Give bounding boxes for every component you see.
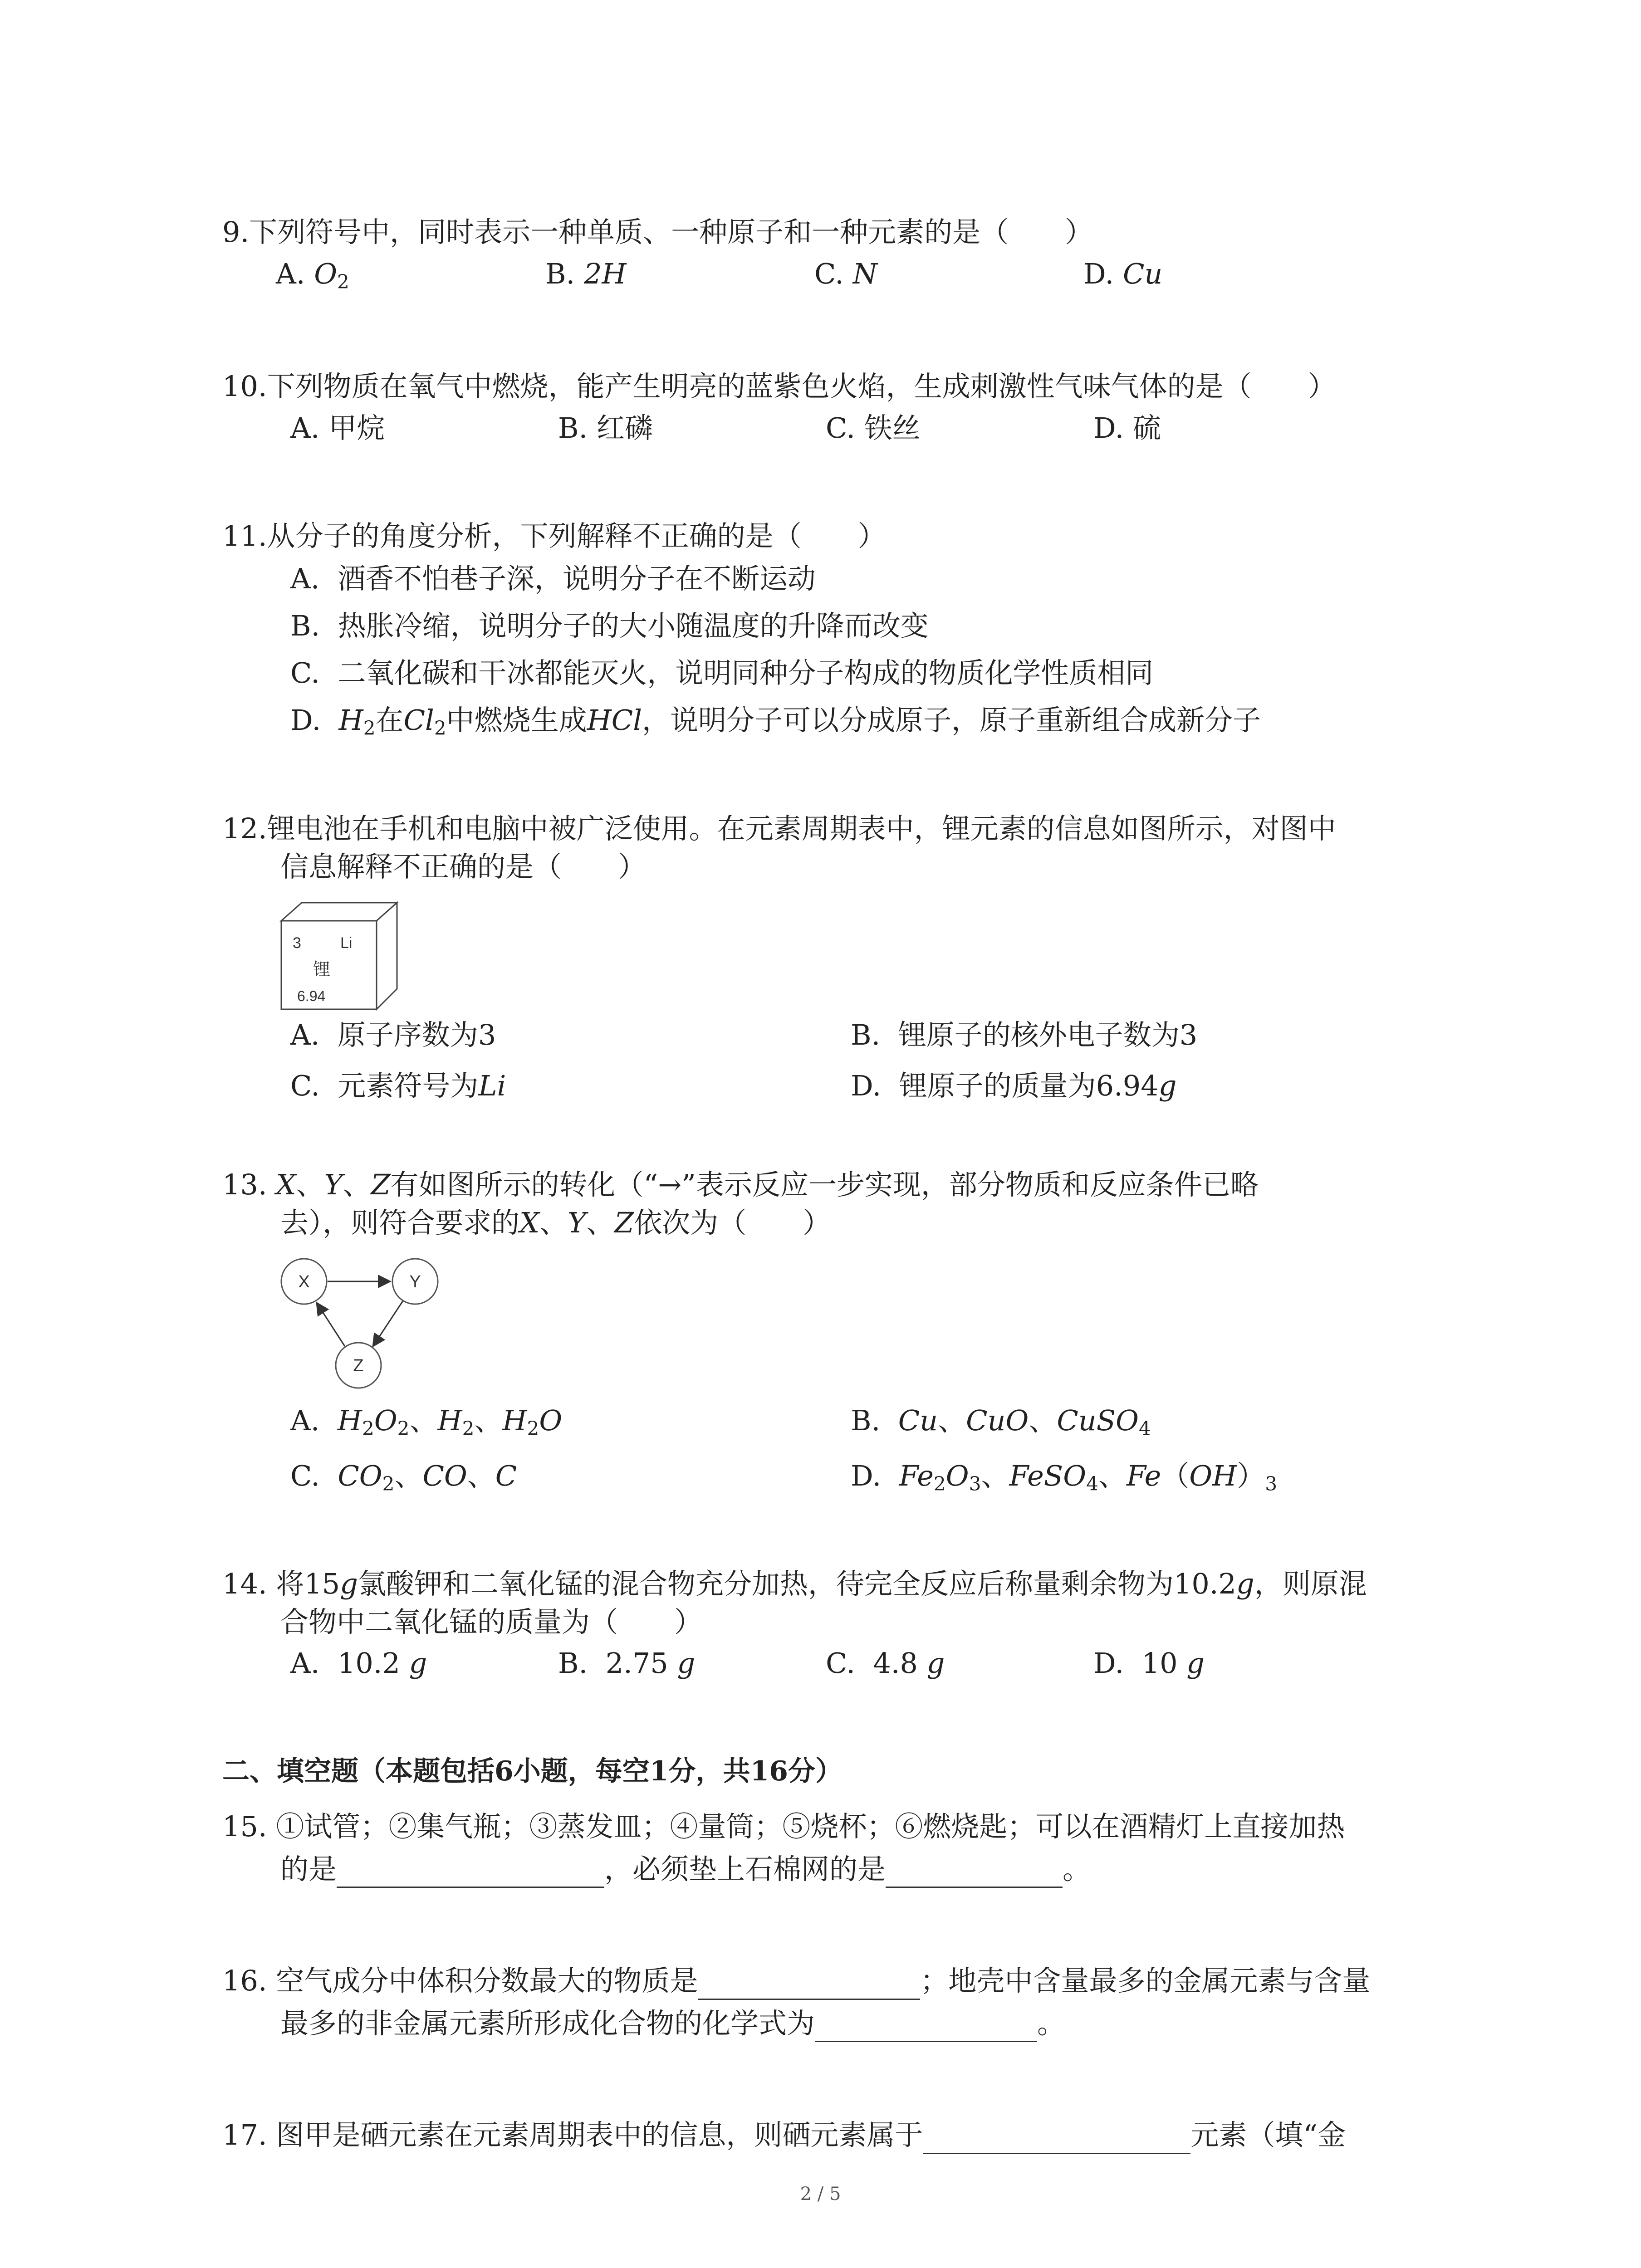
option-d[interactable]: D. 锂原子的质量为6.94g (851, 1069, 1177, 1102)
option-c[interactable]: C. $CO_2$、CO、C (290, 1459, 517, 1495)
option-c[interactable]: C. 4.8 g (826, 1647, 945, 1680)
svg-text:Y: Y (409, 1272, 421, 1291)
xyz-conversion-diagram (277, 1256, 445, 1393)
section-title: 二、填空题（本题包括6小题，每空1分，共16分） (222, 1755, 843, 1787)
question-stem: 9.下列符号中，同时表示一种单质、一种原子和一种元素的是（ ） (222, 215, 1093, 249)
options (222, 409, 1456, 457)
atomic-mass: 6.94 (297, 988, 326, 1004)
svg-text:Z: Z (353, 1356, 364, 1375)
question-9 (222, 213, 1456, 303)
arrow-y-to-z (373, 1301, 403, 1346)
svg-text:X: X (298, 1272, 310, 1291)
option-c[interactable]: C. 元素符号为Li (290, 1069, 506, 1102)
page-number: 2 / 5 (800, 2184, 841, 2204)
element-symbol: Li (340, 934, 353, 952)
question-stem: 12.锂电池在手机和电脑中被广泛使用。在元素周期表中，锂元素的信息如图所示，对图中 (222, 812, 1336, 845)
option-d[interactable]: D. 10 g (1093, 1647, 1205, 1680)
option-d[interactable]: D. $Fe_2O_3$、FeSO$_4$、$Fe(OH)_3$ (851, 1459, 1278, 1495)
answer-blank-1[interactable] (337, 1859, 604, 1888)
option-d[interactable]: D. Cu (1083, 257, 1163, 290)
option-b[interactable]: B. 热胀冷缩，说明分子的大小随温度的升降而改变 (290, 609, 929, 642)
option-b[interactable]: B. 红磷 (558, 411, 653, 445)
option-a[interactable]: A. 甲烷 (290, 411, 385, 445)
option-a[interactable]: A. $H_2O_2$、$H_2$、$H_2O$ (290, 1404, 563, 1440)
option-b[interactable]: B. Cu、CuO、CuSO$_4$ (851, 1404, 1151, 1440)
question-17: 17. 图甲是硒元素在元素周期表中的信息，则硒元素属于 元素（填“金 (222, 2116, 1456, 2154)
option-a[interactable]: A. 酒香不怕巷子深，说明分子在不断运动 (290, 562, 816, 595)
question-14: 14. 将15g氯酸钾和二氧化锰的混合物充分加热，待完全反应后称量剩余物为10.2g，则原混 合物中二氧化锰的质量为（ ） A. 10.2 g B. 2.75 g C. 4.8 g D. 10 g (222, 1565, 1456, 1692)
answer-blank-1[interactable] (923, 2126, 1190, 2154)
question-12: 12.锂电池在手机和电脑中被广泛使用。在元素周期表中，锂元素的信息如图所示，对图中 信息解释不正确的是（ ） (222, 810, 1456, 885)
option-c[interactable]: C. 铁丝 (826, 411, 921, 445)
answer-blank-2[interactable] (886, 1859, 1063, 1888)
options (222, 560, 1456, 748)
answer-blank-1[interactable] (698, 1971, 920, 2000)
option-a[interactable]: A. 原子序数为3 (290, 1018, 496, 1051)
question-stem: 13. X、Y、Z有如图所示的转化（“→”表示反应一步实现，部分物质和反应条件已略 (222, 1168, 1259, 1201)
question-stem: 14. 将15g氯酸钾和二氧化锰的混合物充分加热，待完全反应后称量剩余物为10.2g，则原混 (222, 1567, 1367, 1600)
option-a[interactable]: A. 10.2 g (290, 1647, 427, 1680)
option-b[interactable]: B. 2H (545, 257, 627, 290)
arrow-z-to-x (317, 1303, 345, 1346)
option-d[interactable]: D. 硫 (1093, 411, 1161, 445)
option-a[interactable]: A. $O_2$ (276, 257, 349, 293)
lithium-element-card (277, 900, 399, 1012)
question-10 (222, 367, 1456, 457)
question-13: 13. X、Y、Z有如图所示的转化（“→”表示反应一步实现，部分物质和反应条件已略 去），则符合要求的X、Y、Z依次为（ ） (222, 1166, 1456, 1242)
element-name: 锂 (313, 959, 331, 979)
question-13-options (222, 1402, 1456, 1508)
option-d[interactable]: D. $H_2$在$Cl_2$中燃烧生成HCl，说明分子可以分成原子，原子重新组合成新分子 (290, 703, 1261, 739)
option-b[interactable]: B. 2.75 g (558, 1647, 696, 1680)
option-c[interactable]: C. 二氧化碳和干冰都能灭火，说明同种分子构成的物质化学性质相同 (290, 656, 1154, 689)
question-stem: 11.从分子的角度分析，下列解释不正确的是（ ） (222, 519, 886, 552)
answer-blank-2[interactable] (815, 2014, 1037, 2042)
atomic-number: 3 (293, 934, 301, 952)
question-11 (222, 517, 1456, 748)
question-stem: 10.下列物质在氧气中燃烧，能产生明亮的蓝紫色火焰，生成刺激性气味气体的是（ ） (222, 370, 1336, 403)
question-15: 15. ①试管；②集气瓶；③蒸发皿；④量筒；⑤烧杯；⑥燃烧匙；可以在酒精灯上直接加热 的是 ，必须垫上石棉网的是 。 (222, 1808, 1456, 1888)
option-c[interactable]: C. N (814, 257, 877, 290)
question-16: 16. 空气成分中体积分数最大的物质是 ；地壳中含量最多的金属元素与含量 最多的非金属元素所形成化合物的化学式为 。 (222, 1962, 1456, 2042)
options (222, 1644, 1456, 1692)
question-12-options (222, 1016, 1456, 1118)
options (222, 255, 1456, 303)
option-b[interactable]: B. 锂原子的核外电子数为3 (851, 1018, 1198, 1051)
